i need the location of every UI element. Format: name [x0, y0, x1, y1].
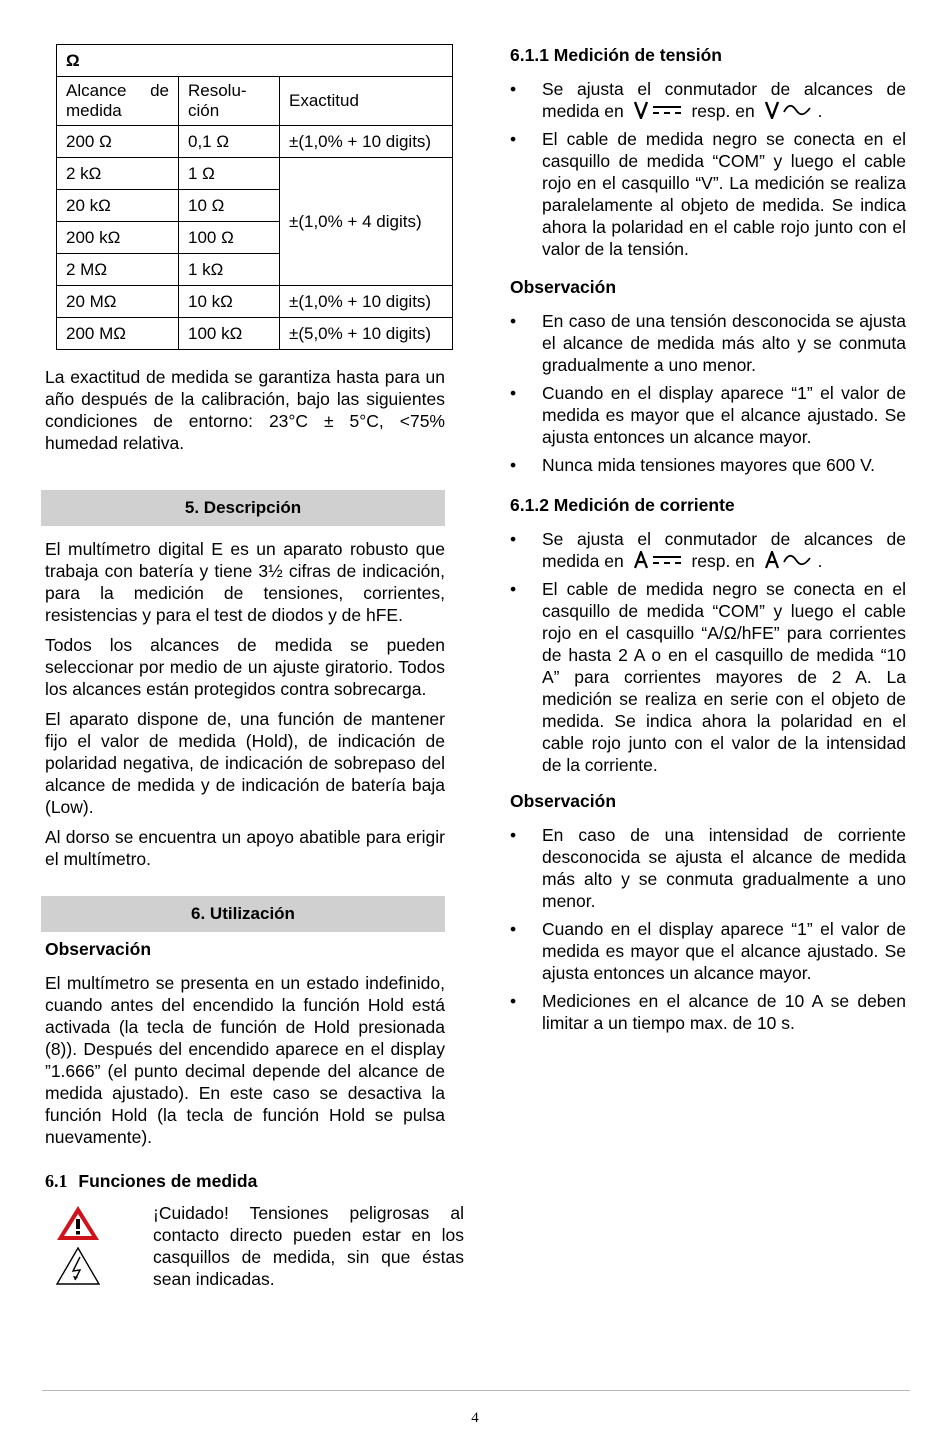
sec5-paragraph-1: El multímetro digital E es un aparato robusto que trabaja con batería y tiene 3½ cifras de indicación, para la medición de tensiones, corrientes, resistencias y para el test de diodos y de hFE.	[45, 539, 445, 625]
table-header-symbol: Ω	[57, 45, 453, 77]
cell-resolution: 0,1 Ω	[179, 126, 280, 158]
cell-resolution: 1 kΩ	[179, 254, 280, 286]
cell-accuracy: ±(1,0% + 10 digits)	[280, 286, 453, 318]
cell-range: 20 kΩ	[57, 190, 179, 222]
section-5-heading: 5. Descripción	[41, 490, 445, 526]
list-item-text: resp. en	[691, 551, 755, 571]
footer-divider	[42, 1390, 910, 1391]
current-steps-list	[510, 528, 906, 776]
list-item-text: .	[817, 551, 823, 571]
voltage-dc-symbol-icon	[633, 101, 683, 119]
list-item: • En caso de una intensidad de corriente desconocida se ajusta el alcance de medida más alto y se conmuta gradualmente a uno menor.	[510, 824, 906, 912]
right-column	[510, 44, 906, 1040]
cell-resolution: 10 kΩ	[179, 286, 280, 318]
cell-accuracy: ±(5,0% + 10 digits)	[280, 318, 453, 350]
voltage-ac-symbol-icon	[764, 101, 814, 119]
table-row	[57, 286, 453, 318]
cell-range: 200 Ω	[57, 126, 179, 158]
electric-shock-icon	[55, 1246, 101, 1286]
current-notes-list	[510, 824, 906, 1034]
list-item	[510, 78, 906, 122]
list-item	[510, 528, 906, 572]
list-item: • Cuando en el display aparece “1” el valor de medida es mayor que el alcance ajustado. Se ajusta entonces un alcance mayor.	[510, 382, 906, 448]
warning-triangle-icon	[55, 1204, 101, 1242]
list-item: • El cable de medida negro se conecta en el casquillo de medida “COM” y luego el cable rojo en el casquillo “A/Ω/hFE” para corrientes de hasta 2 A o en el casquillo de medida “10 A” para corrientes mayores de 2 A. La medición se realiza en serie con el objeto de medida. Se indica ahora la polaridad en el cable rojo junto con el valor de la intensidad de la corriente.	[510, 578, 906, 776]
current-ac-symbol-icon	[764, 551, 814, 569]
current-dc-symbol-icon	[633, 551, 683, 569]
cell-accuracy: ±(1,0% + 10 digits)	[280, 126, 453, 158]
cell-resolution: 10 Ω	[179, 190, 280, 222]
section-6-1-1-heading: 6.1.1 Medición de tensión	[510, 45, 722, 65]
observation-heading-2: Observación	[510, 791, 617, 811]
cell-range: 2 MΩ	[57, 254, 179, 286]
observation-heading: Observación	[45, 939, 152, 959]
table-row	[57, 158, 453, 190]
voltage-notes-list	[510, 310, 906, 476]
sec5-paragraph-4: Al dorso se encuentra un apoyo abatible para erigir el multímetro.	[45, 827, 445, 869]
resistance-spec-table	[56, 44, 453, 350]
list-item: • Nunca mida tensiones mayores que 600 V.	[510, 454, 906, 476]
cell-resolution: 1 Ω	[179, 158, 280, 190]
list-item-text: Se ajusta el conmutador de alcances de medida en	[542, 529, 906, 571]
section-number: 6.1	[45, 1171, 68, 1191]
col-header-resolution: Resolu-ción	[179, 77, 280, 126]
sec5-paragraph-3: El aparato dispone de, una función de mantener fijo el valor de medida (Hold), de indicación de polaridad negativa, de indicación de sobrepaso del alcance de medida y de indicación de batería baja (Low).	[45, 709, 445, 817]
warning-text: ¡Cuidado! Tensiones peligrosas al contacto directo pueden estar en los casquillos de medida, sin que éstas sean indicadas.	[153, 1203, 464, 1289]
list-item-text: .	[817, 101, 823, 121]
section-6-heading: 6. Utilización	[41, 896, 445, 932]
sec6-paragraph: El multímetro se presenta en un estado indefinido, cuando antes del encendido la función Hold está activada (la tecla de función de Hold presionada (8)). Después del encendido aparece en el display ”1.666” (el punto decimal depende del alcance de medida ajustado). En este caso se desactiva la función Hold (la tecla de función Hold se pulsa nuevamente).	[45, 973, 445, 1147]
cell-resolution: 100 kΩ	[179, 318, 280, 350]
list-item: • En caso de una tensión desconocida se ajusta el alcance de medida más alto y se conmuta gradualmente a uno menor.	[510, 310, 906, 376]
warning-block	[45, 1202, 464, 1292]
sec5-paragraph-2: Todos los alcances de medida se pueden seleccionar por medio de un ajuste giratorio. Todos los alcances están protegidos contra sobrecarga.	[45, 635, 445, 699]
observation-heading-1: Observación	[510, 277, 617, 297]
table-row	[57, 126, 453, 158]
cell-accuracy: ±(1,0% + 4 digits)	[280, 158, 453, 286]
page-number: 4	[471, 1410, 479, 1426]
list-item-text: Se ajusta el conmutador de alcances de medida en	[542, 79, 906, 121]
col-header-accuracy: Exactitud	[280, 77, 453, 126]
left-column	[45, 44, 464, 1292]
cell-resolution: 100 Ω	[179, 222, 280, 254]
list-item-text: resp. en	[691, 101, 755, 121]
list-item: • Cuando en el display aparece “1” el valor de medida es mayor que el alcance ajustado. Se ajusta entonces un alcance mayor.	[510, 918, 906, 984]
section-title: Funciones de medida	[78, 1171, 258, 1191]
table-row	[57, 318, 453, 350]
list-item: • Mediciones en el alcance de 10 A se deben limitar a un tiempo max. de 10 s.	[510, 990, 906, 1034]
col-header-range: Alcance de medida	[57, 77, 179, 126]
cell-range: 2 kΩ	[57, 158, 179, 190]
list-item: • El cable de medida negro se conecta en el casquillo de medida “COM” y luego el cable rojo en el casquillo “V”. La medición se realiza paralelamente al objeto de medida. Se indica ahora la polaridad en el cable rojo junto con el valor de la tensión.	[510, 128, 906, 260]
section-6-1-2-heading: 6.1.2 Medición de corriente	[510, 495, 735, 515]
section-6-1-heading	[45, 1170, 445, 1192]
cell-range: 20 MΩ	[57, 286, 179, 318]
accuracy-note: La exactitud de medida se garantiza hasta para un año después de la calibración, bajo las siguientes condiciones de entorno: 23°C ± 5°C, <75% humedad relativa.	[45, 367, 445, 453]
cell-range: 200 MΩ	[57, 318, 179, 350]
voltage-steps-list	[510, 78, 906, 260]
cell-range: 200 kΩ	[57, 222, 179, 254]
